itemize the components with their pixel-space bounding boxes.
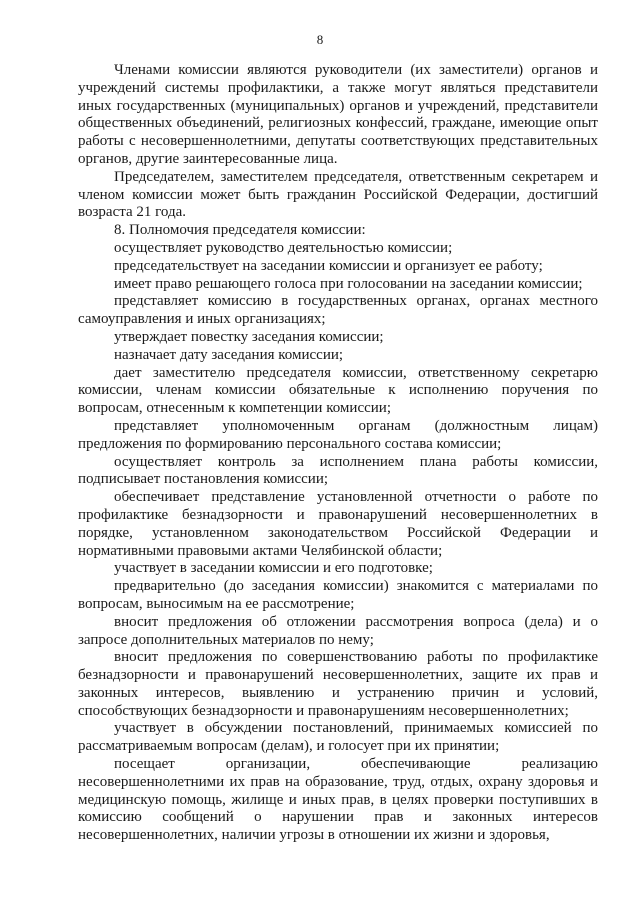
list-item: посещает организации, обеспечивающие реализацию несовершеннолетними их прав на образование, труд, отдых, охрану здоровья и медицинскую помощь, жилище и иных прав, в целях проверки поступивших в комиссию сообщений о нарушении прав и законных интересов несовершеннолетних, наличии угрозы в отношении их жизни и здоровья, <box>78 756 598 844</box>
list-item: осуществляет руководство деятельностью комиссии; <box>114 239 453 256</box>
list-item: осуществляет контроль за исполнением плана работы комиссии, подписывает постановления комиссии; <box>78 453 598 488</box>
list-item: назначает дату заседания комиссии; <box>114 346 344 363</box>
list-item: участвует в заседании комиссии и его подготовке; <box>114 560 433 577</box>
section-heading-chair-powers: 8. Полномочия председателя комиссии: <box>114 222 366 239</box>
list-item: участвует в обсуждении постановлений, принимаемых комиссией по рассматриваемым вопросам (делам), и голосует при их принятии; <box>78 720 598 755</box>
list-item: представляет комиссию в государственных органах, органах местного самоуправления и иных организациях; <box>78 293 598 328</box>
list-item: обеспечивает представление установленной отчетности о работе по профилактике безнадзорности и правонарушений несовершеннолетних в порядке, установленном законодательством Российской Федерации и нормативными правовыми актами Челябинской области; <box>78 489 598 559</box>
paragraph-chair-eligibility: Председателем, заместителем председателя, ответственным секретарем и членом комиссии может быть гражданин Российской Федерации, достигший возраста 21 года. <box>78 168 598 221</box>
paragraph-commission-members: Членами комиссии являются руководители (их заместители) органов и учреждений системы профилактики, а также могут являться представители иных государственных (муниципальных) органов и учреждений, представители общественных объединений, религиозных конфессий, граждане, имеющие опыт работы с несовершеннолетними, депутаты соответствующих представительных органов, другие заинтересованные лица. <box>78 62 598 167</box>
list-item: представляет уполномоченным органам (должностным лицам) предложения по формированию персонального состава комиссии; <box>78 417 598 452</box>
page-number: 8 <box>316 32 324 47</box>
list-item: имеет право решающего голоса при голосовании на заседании комиссии; <box>114 275 583 292</box>
document-body <box>78 62 598 845</box>
list-item: вносит предложения по совершенствованию работы по профилактике безнадзорности и правонарушений несовершеннолетних, защите их прав и законных интересов, выявлению и устранению причин и условий, способствующих безнадзорности и правонарушениям несовершеннолетних; <box>78 649 598 719</box>
list-item: дает заместителю председателя комиссии, ответственному секретарю комиссии, членам комиссии обязательные к исполнению поручения по вопросам, отнесенным к компетенции комиссии; <box>78 364 598 417</box>
list-item: предварительно (до заседания комиссии) знакомится с материалами по вопросам, выносимым на ее рассмотрение; <box>78 578 598 612</box>
list-item: председательствует на заседании комиссии и организует ее работу; <box>114 257 543 274</box>
list-item: утверждает повестку заседания комиссии; <box>114 328 384 345</box>
list-item: вносит предложения об отложении рассмотрения вопроса (дела) и о запросе дополнительных материалов по нему; <box>78 613 598 648</box>
